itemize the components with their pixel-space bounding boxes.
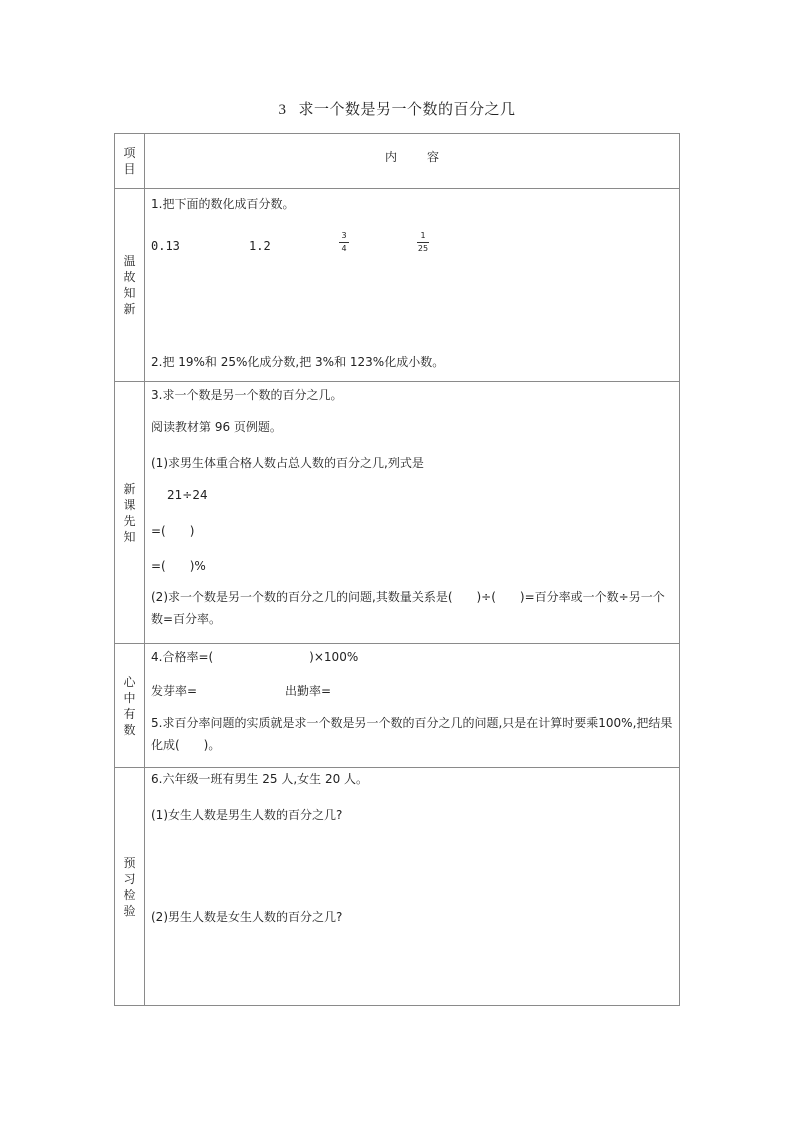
page-title	[0, 98, 794, 119]
question-6: 6.六年级一班有男生 25 人,女生 20 人。	[151, 772, 369, 786]
header-label-char: 目	[123, 162, 136, 176]
question-1: 1.把下面的数化成百分数。	[151, 197, 295, 211]
attendance-rate: 出勤率=	[285, 684, 332, 698]
label-char: 先	[123, 513, 136, 528]
section-review	[115, 188, 679, 381]
header-content-label: 内容	[384, 150, 469, 164]
equation-1-blank: =( )	[151, 524, 195, 538]
label-char: 课	[123, 497, 136, 512]
header-label-char: 项	[123, 146, 136, 160]
label-char: 心	[123, 674, 136, 689]
fraction-numerator: 1	[420, 231, 426, 240]
fraction-denominator: 4	[341, 244, 347, 253]
section-label	[115, 382, 145, 643]
q1-item-a: 0.13	[151, 239, 180, 253]
question-3: 3.求一个数是另一个数的百分之几。	[151, 388, 343, 402]
section-label	[115, 768, 145, 1005]
section-preview-check	[115, 767, 679, 1005]
section-label	[115, 644, 145, 767]
fraction-bar	[339, 242, 349, 243]
equation-2-blank: =( )%	[151, 559, 206, 573]
section-label	[115, 189, 145, 381]
subquestion-2: (2)男生人数是女生人数的百分之几?	[151, 910, 343, 924]
fraction-denominator: 25	[417, 244, 429, 253]
fraction-bar	[417, 242, 429, 243]
part-1-prompt: (1)求男生体重合格人数占总人数的百分之几,列式是	[151, 456, 424, 470]
label-char: 知	[123, 286, 136, 300]
question-4: 4.合格率=( )×100%	[151, 650, 359, 664]
header-label-col	[115, 134, 145, 188]
question-5: 5.求百分率问题的实质就是求一个数是另一个数的百分之几的问题,只是在计算时要乘100%,把结果化成( )。	[151, 716, 673, 752]
label-char: 预	[123, 855, 136, 870]
subquestion-1: (1)女生人数是男生人数的百分之几?	[151, 808, 343, 822]
worksheet-table	[114, 133, 680, 1006]
fraction-numerator: 3	[341, 231, 347, 240]
label-char: 有	[123, 706, 136, 721]
label-char: 温	[123, 254, 136, 268]
title-text: 求一个数是另一个数的百分之几	[298, 100, 516, 118]
label-char: 检	[123, 887, 136, 902]
label-char: 新	[123, 481, 136, 496]
part-2-relation: (2)求一个数是另一个数的百分之几的问题,其数量关系是( )÷( )=百分率或一个数÷另一个数=百分率。	[151, 590, 665, 626]
fraction-1-25	[415, 231, 431, 254]
label-char: 验	[123, 903, 136, 918]
expression: 21÷24	[167, 488, 208, 502]
fraction-3-4	[337, 231, 351, 254]
label-char: 新	[123, 302, 136, 316]
question-2: 2.把 19%和 25%化成分数,把 3%和 123%化成小数。	[151, 355, 445, 369]
section-new-lesson	[115, 381, 679, 643]
q1-item-b: 1.2	[249, 239, 271, 253]
label-char: 数	[123, 722, 136, 737]
label-char: 故	[123, 270, 136, 284]
header-row	[115, 134, 679, 188]
title-number: 3	[278, 102, 287, 118]
section-key-points	[115, 643, 679, 767]
label-char: 知	[123, 529, 136, 544]
germination-rate: 发芽率=	[151, 684, 198, 698]
label-char: 中	[123, 690, 136, 705]
label-char: 习	[123, 871, 136, 886]
reading-note: 阅读教材第 96 页例题。	[151, 420, 282, 434]
